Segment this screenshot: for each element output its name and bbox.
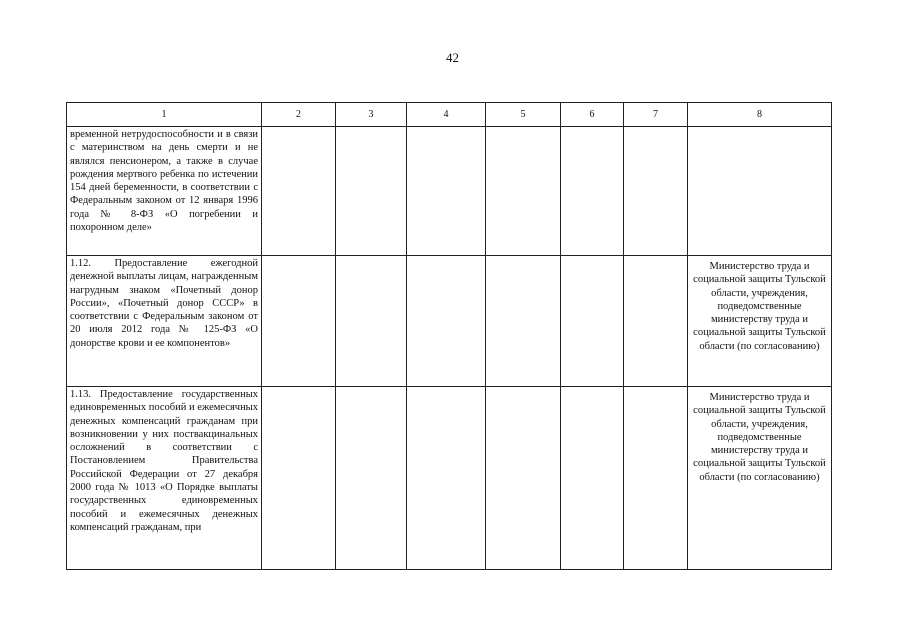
row-2-description: 1.12. Предоставление ежегодной денежной выплаты лицам, награжденным нагрудным знаком «Почетный донор России», «Почетный донор СССР» в соответствии с Федеральным законом от 20 июля 2012 года № 125-ФЗ «О донорстве крови и ее компонентов»	[67, 256, 262, 387]
row-2-responsible: Министерство труда и социальной защиты Тульской области, учреждения, подведомственные министерству труда и социальной защиты Тульской области (по согласованию)	[688, 256, 832, 387]
header-col-8: 8	[688, 103, 832, 127]
row-3-responsible: Министерство труда и социальной защиты Тульской области, учреждения, подведомственные министерству труда и социальной защиты Тульской области (по согласованию)	[688, 387, 832, 570]
header-col-5: 5	[486, 103, 561, 127]
header-col-1: 1	[67, 103, 262, 127]
row-2-col-6	[561, 256, 624, 387]
row-2-col-2	[262, 256, 336, 387]
header-col-4: 4	[407, 103, 486, 127]
row-1-col-6	[561, 127, 624, 256]
row-3-col-2	[262, 387, 336, 570]
table-row	[67, 256, 832, 387]
table-header-row	[67, 103, 832, 127]
row-1-col-2	[262, 127, 336, 256]
row-2-col-3	[336, 256, 407, 387]
row-2-col-5	[486, 256, 561, 387]
row-1-col-7	[624, 127, 688, 256]
document-table	[66, 102, 832, 570]
row-3-col-3	[336, 387, 407, 570]
table-row	[67, 387, 832, 570]
row-3-col-4	[407, 387, 486, 570]
row-3-col-6	[561, 387, 624, 570]
row-1-col-5	[486, 127, 561, 256]
row-1-responsible	[688, 127, 832, 256]
page-number: 42	[446, 50, 459, 65]
row-3-col-5	[486, 387, 561, 570]
row-1-col-4	[407, 127, 486, 256]
row-1-description: временной нетрудоспособности и в связи с материнством на день смерти и не являлся пенсионером, а также в случае рождения мертвого ребенка по истечении 154 дней беременности, в соответствии с Федеральным законом от 12 января 1996 года № 8-ФЗ «О погребении и похоронном деле»	[67, 127, 262, 256]
row-1-col-3	[336, 127, 407, 256]
header-col-2: 2	[262, 103, 336, 127]
row-2-col-4	[407, 256, 486, 387]
table-row	[67, 127, 832, 256]
header-col-3: 3	[336, 103, 407, 127]
header-col-7: 7	[624, 103, 688, 127]
header-col-6: 6	[561, 103, 624, 127]
row-2-col-7	[624, 256, 688, 387]
row-3-description: 1.13. Предоставление государственных единовременных пособий и ежемесячных денежных компенсаций гражданам при возникновении у них поствакцинальных осложнений в соответствии с Постановлением Правительства Российской Федерации от 27 декабря 2000 года № 1013 «О Порядке выплаты государственных единовременных пособий и ежемесячных денежных компенсаций гражданам, при	[67, 387, 262, 570]
row-3-col-7	[624, 387, 688, 570]
